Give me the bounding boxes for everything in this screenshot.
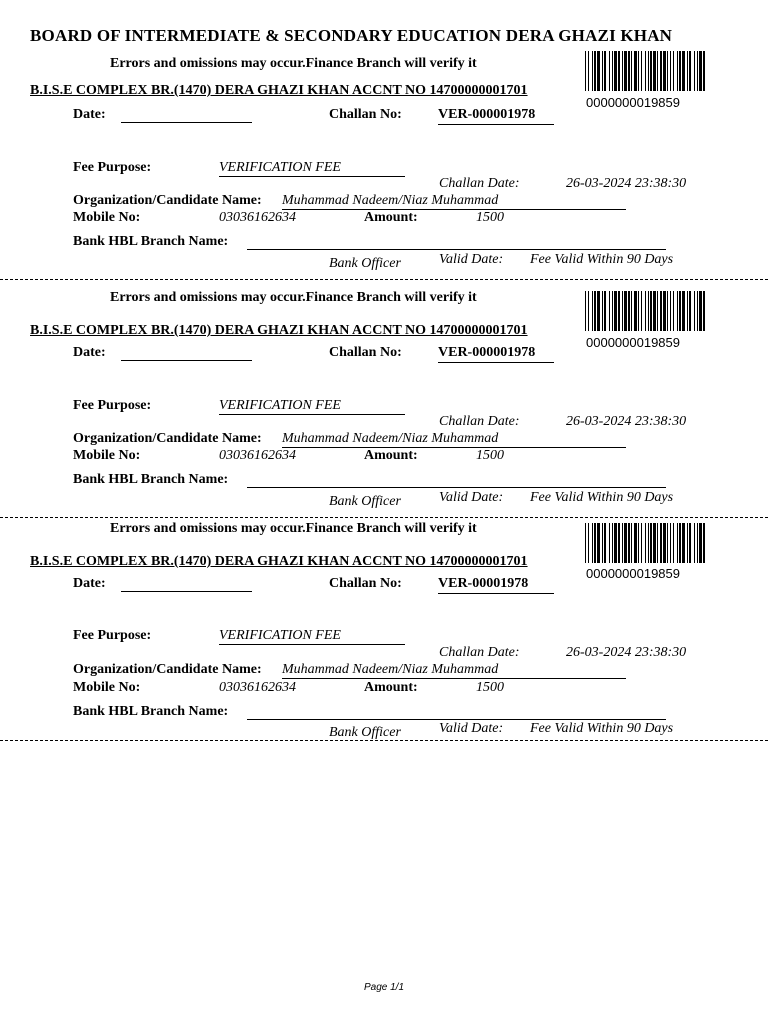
challan-date-label: Challan Date: bbox=[439, 414, 520, 429]
fee-purpose-value: VERIFICATION FEE bbox=[219, 398, 405, 415]
challan-date-label: Challan Date: bbox=[439, 176, 520, 191]
amount-label: Amount: bbox=[364, 210, 418, 225]
valid-date-value: Fee Valid Within 90 Days bbox=[530, 252, 674, 267]
cut-line bbox=[0, 740, 768, 741]
org-value: Muhammad Nadeem/Niaz Muhammad bbox=[282, 193, 626, 210]
barcode-icon bbox=[585, 523, 707, 563]
mobile-label: Mobile No: bbox=[73, 210, 141, 225]
bank-branch-label: Bank HBL Branch Name: bbox=[73, 704, 229, 719]
challan-no-value: VER-00001978 bbox=[438, 576, 554, 594]
challan-slip-1 bbox=[0, 38, 768, 276]
date-blank bbox=[121, 577, 252, 592]
challan-no-label: Challan No: bbox=[329, 576, 402, 591]
fee-purpose-value: VERIFICATION FEE bbox=[219, 160, 405, 177]
challan-no-label: Challan No: bbox=[329, 107, 402, 122]
account-line: B.I.S.E COMPLEX BR.(1470) DERA GHAZI KHAN ACCNT NO 14700000001701 bbox=[30, 83, 528, 98]
amount-value: 1500 bbox=[476, 210, 504, 225]
bank-branch-label: Bank HBL Branch Name: bbox=[73, 234, 229, 249]
challan-date-value: 26-03-2024 23:38:30 bbox=[566, 414, 687, 429]
challan-date-value: 26-03-2024 23:38:30 bbox=[566, 176, 687, 191]
mobile-label: Mobile No: bbox=[73, 448, 141, 463]
valid-date-value: Fee Valid Within 90 Days bbox=[530, 721, 674, 736]
org-value: Muhammad Nadeem/Niaz Muhammad bbox=[282, 662, 626, 679]
challan-date-value: 26-03-2024 23:38:30 bbox=[566, 645, 687, 660]
org-value: Muhammad Nadeem/Niaz Muhammad bbox=[282, 431, 626, 448]
challan-slip-3 bbox=[0, 507, 768, 745]
challan-no-label: Challan No: bbox=[329, 345, 402, 360]
bank-officer-label: Bank Officer bbox=[329, 256, 401, 271]
date-blank bbox=[121, 346, 252, 361]
bank-branch-blank bbox=[247, 235, 666, 250]
barcode-icon bbox=[585, 291, 707, 331]
challan-slip-2 bbox=[0, 276, 768, 514]
valid-date-value: Fee Valid Within 90 Days bbox=[530, 490, 674, 505]
challan-date-label: Challan Date: bbox=[439, 645, 520, 660]
mobile-value: 03036162634 bbox=[219, 448, 296, 463]
amount-label: Amount: bbox=[364, 680, 418, 695]
errors-note: Errors and omissions may occur.Finance Branch will verify it bbox=[110, 56, 477, 71]
bank-officer-label: Bank Officer bbox=[329, 725, 401, 740]
fee-purpose-value: VERIFICATION FEE bbox=[219, 628, 405, 645]
barcode-number: 0000000019859 bbox=[586, 335, 680, 350]
mobile-value: 03036162634 bbox=[219, 680, 296, 695]
barcode-number: 0000000019859 bbox=[586, 566, 680, 581]
barcode-icon bbox=[585, 51, 707, 91]
fee-purpose-label: Fee Purpose: bbox=[73, 398, 152, 413]
errors-note: Errors and omissions may occur.Finance Branch will verify it bbox=[110, 521, 477, 536]
bank-branch-label: Bank HBL Branch Name: bbox=[73, 472, 229, 487]
date-blank bbox=[121, 108, 252, 123]
bank-branch-blank bbox=[247, 705, 666, 720]
page-number: Page 1/1 bbox=[363, 982, 405, 993]
challan-no-value: VER-000001978 bbox=[438, 345, 554, 363]
valid-date-label: Valid Date: bbox=[439, 490, 504, 505]
valid-date-label: Valid Date: bbox=[439, 252, 504, 267]
account-line: B.I.S.E COMPLEX BR.(1470) DERA GHAZI KHAN ACCNT NO 14700000001701 bbox=[30, 323, 528, 338]
org-label: Organization/Candidate Name: bbox=[73, 662, 262, 677]
date-label: Date: bbox=[73, 107, 106, 122]
mobile-value: 03036162634 bbox=[219, 210, 296, 225]
bank-branch-blank bbox=[247, 473, 666, 488]
fee-purpose-label: Fee Purpose: bbox=[73, 160, 152, 175]
fee-purpose-label: Fee Purpose: bbox=[73, 628, 152, 643]
mobile-label: Mobile No: bbox=[73, 680, 141, 695]
page-title: BOARD OF INTERMEDIATE & SECONDARY EDUCATION DERA GHAZI KHAN bbox=[30, 26, 673, 45]
date-label: Date: bbox=[73, 576, 106, 591]
org-label: Organization/Candidate Name: bbox=[73, 193, 262, 208]
bank-officer-label: Bank Officer bbox=[329, 494, 401, 509]
account-line: B.I.S.E COMPLEX BR.(1470) DERA GHAZI KHAN ACCNT NO 14700000001701 bbox=[30, 554, 528, 569]
challan-no-value: VER-000001978 bbox=[438, 107, 554, 125]
amount-value: 1500 bbox=[476, 448, 504, 463]
amount-value: 1500 bbox=[476, 680, 504, 695]
valid-date-label: Valid Date: bbox=[439, 721, 504, 736]
barcode-number: 0000000019859 bbox=[586, 95, 680, 110]
amount-label: Amount: bbox=[364, 448, 418, 463]
errors-note: Errors and omissions may occur.Finance Branch will verify it bbox=[110, 290, 477, 305]
org-label: Organization/Candidate Name: bbox=[73, 431, 262, 446]
date-label: Date: bbox=[73, 345, 106, 360]
